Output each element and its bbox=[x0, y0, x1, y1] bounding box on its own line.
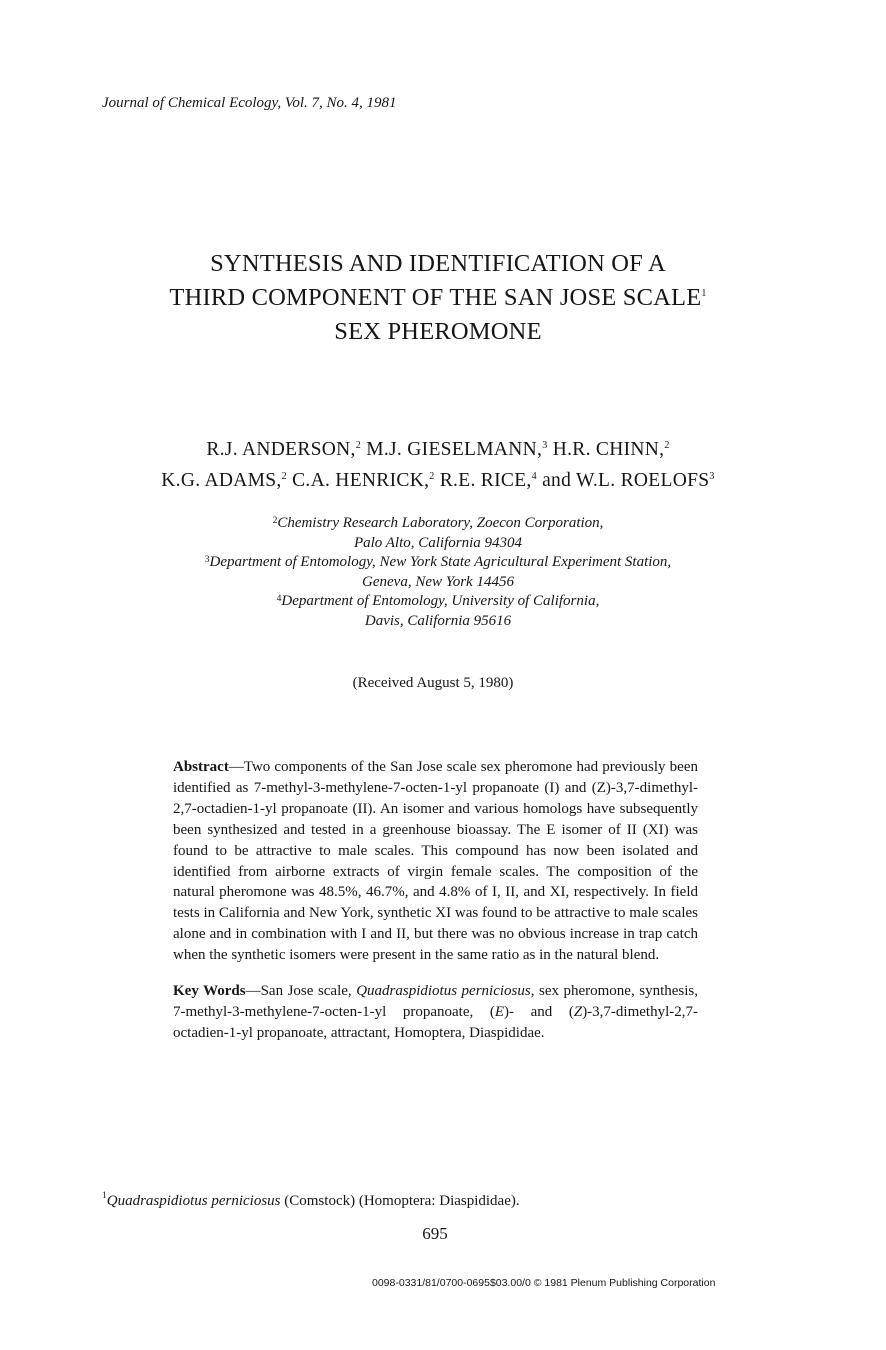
footnote-marker: 1 bbox=[102, 1191, 107, 1201]
article-title bbox=[0, 247, 876, 349]
key-words-paragraph: Key Words—San Jose scale, Quadraspidiotus perniciosus, sex pheromone, synthesis, 7-methyl-3-methylene-7-octen-1-yl propanoate, (E)- and (Z)-3,7-dimethyl-2,7-octadien-1-yl propanoate, attractant, Homoptera, Diaspididae. bbox=[173, 983, 698, 1041]
affiliation-marker: 4 bbox=[276, 594, 282, 605]
title-line-2-text: THIRD COMPONENT OF THE SAN JOSE SCALE bbox=[169, 284, 702, 311]
abstract-text: —Two components of the San Jose scale sex pheromone had previously been identified as 7-methyl-3-methylene-7-octen-1-yl propanoate (I) and (Z)-3,7-dimethyl-2,7-octadien-1-yl propanoate (II). An isomer and various homologs have subsequently been synthesized and tested in a greenhouse bioassay. The E isomer of II (XI) was found to be attractive to male scales. This compound has now been isolated and identified from airborne extracts of virgin female scales. The composition of the natural pheromone was 48.5%, 46.7%, and 4.8% of I, II, and XI, respectively. In field tests in California and New York, synthetic XI was found to be attractive to male scales alone and in combination with I and II, but there was no obvious increase in trap catch when the synthetic isomers were present in the same ratio as in the natural blend. bbox=[173, 759, 698, 964]
abstract-paragraph bbox=[173, 757, 698, 966]
affiliation-name: $^4$Department of Entomology, University of California, bbox=[276, 593, 600, 610]
author-name: and W.L. ROELOFS bbox=[542, 470, 710, 491]
author-name: C.A. HENRICK, bbox=[292, 470, 430, 491]
affiliation-marker: 3 bbox=[204, 555, 210, 566]
affiliation-name: $^2$Chemistry Research Laboratory, Zoecon Corporation, bbox=[272, 515, 604, 531]
copyright-line: 0098-0331/81/0700-0695$03.00/0 © 1981 Plenum Publishing Corporation bbox=[372, 1277, 716, 1289]
title-line-3: SEX PHEROMONE bbox=[334, 318, 542, 345]
affiliation-name: $^3$Department of Entomology, New York State Agricultural Experiment Station, bbox=[204, 554, 672, 571]
abstract-block bbox=[173, 757, 698, 1044]
author-name: H.R. CHINN, bbox=[552, 439, 665, 460]
abstract-label: Abstract bbox=[173, 759, 229, 775]
affiliation-location: Palo Alto, California 94304 bbox=[353, 534, 523, 551]
affiliation-location: Davis, California 95616 bbox=[364, 612, 512, 629]
author-affiliation-marker: 2 bbox=[355, 440, 362, 451]
footnote-species: Quadraspidiotus perniciosus bbox=[106, 1193, 281, 1209]
key-words-label: Key Words bbox=[173, 983, 246, 1000]
footnote-text: (Comstock) (Homoptera: Diaspididae). bbox=[280, 1193, 520, 1209]
author-affiliation-marker: 3 bbox=[709, 471, 715, 482]
author-line-2 bbox=[0, 465, 876, 496]
received-date: (Received August 5, 1980) bbox=[352, 675, 514, 691]
author-name: R.E. RICE, bbox=[439, 470, 532, 491]
author-affiliation-marker: 2 bbox=[664, 440, 670, 451]
author-affiliation-marker: 3 bbox=[542, 440, 548, 451]
title-line-2 bbox=[0, 281, 876, 315]
journal-citation: Journal of Chemical Ecology, Vol. 7, No. 4, 1981 bbox=[102, 95, 397, 111]
author-name: R.J. ANDERSON, bbox=[206, 439, 356, 460]
author-affiliation-marker: 4 bbox=[531, 471, 537, 482]
author-affiliation-marker: 2 bbox=[281, 471, 287, 482]
author-affiliation-marker: 2 bbox=[429, 471, 435, 482]
author-name: M.J. GIESELMANN, bbox=[366, 439, 543, 460]
affiliation-marker: 2 bbox=[272, 516, 278, 526]
affiliations bbox=[0, 514, 876, 632]
author-list bbox=[0, 434, 876, 496]
footnote bbox=[102, 1193, 520, 1210]
page-number: 695 bbox=[422, 1224, 448, 1243]
affiliation-location: Geneva, New York 14456 bbox=[362, 573, 514, 590]
author-name: K.G. ADAMS, bbox=[161, 470, 282, 491]
species-name: Quadraspidiotus perniciosus bbox=[356, 983, 531, 1000]
title-line-1: SYNTHESIS AND IDENTIFICATION OF A bbox=[210, 250, 666, 277]
title-footnote-marker: 1 bbox=[701, 288, 707, 299]
author-line-1 bbox=[0, 434, 876, 465]
